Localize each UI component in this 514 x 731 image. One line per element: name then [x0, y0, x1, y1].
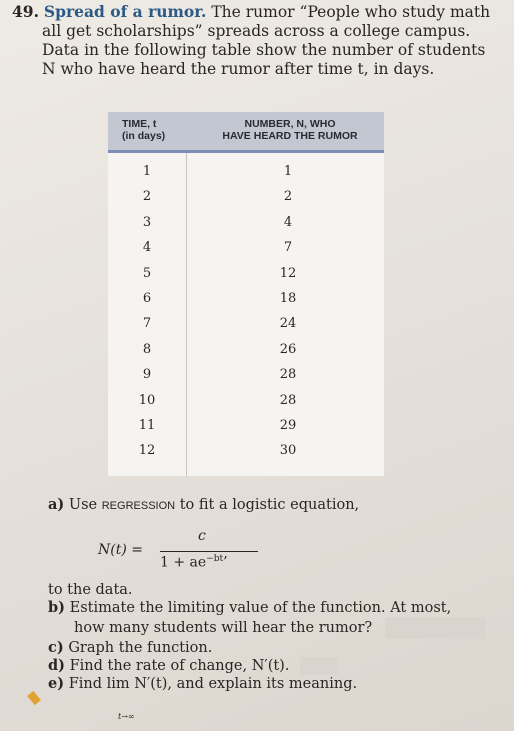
time-cell: 8	[142, 341, 152, 357]
table-row	[108, 235, 384, 260]
question-parts	[48, 582, 508, 693]
table-row	[108, 311, 384, 336]
table-row	[108, 337, 384, 362]
equation-denominator	[160, 554, 228, 571]
part-d-label: d)	[48, 657, 65, 674]
part-b-text-2: how many students will hear the rumor?	[74, 620, 373, 636]
rumor-data-table	[108, 112, 384, 476]
count-cell: 28	[279, 392, 297, 408]
redaction-box	[300, 657, 338, 675]
part-b-label: b)	[48, 599, 65, 616]
table-row	[108, 184, 384, 209]
count-cell: 1	[283, 164, 293, 179]
time-cell: 11	[138, 417, 156, 433]
time-cell: 6	[142, 290, 152, 306]
pencil-mark-icon	[27, 691, 41, 705]
time-cell: 7	[142, 316, 152, 332]
table-row	[108, 388, 384, 413]
problem-title: Spread of a rumor.	[43, 2, 207, 21]
time-column-header	[122, 118, 165, 142]
time-cell: 1	[142, 164, 152, 179]
time-header-line2: (in days)	[122, 130, 166, 142]
count-cell: 2	[283, 189, 293, 205]
part-a-text-pre: Use	[68, 497, 98, 513]
to-the-data: to the data.	[48, 582, 133, 598]
table-row	[108, 286, 384, 311]
table-header	[108, 112, 384, 153]
problem-text-line-1: The rumor “People who study math	[211, 3, 491, 21]
part-b-line-2	[48, 617, 508, 639]
equation-numerator: c	[198, 528, 206, 544]
fraction-bar	[160, 551, 258, 552]
problem-first-line	[12, 2, 502, 22]
time-cell: 2	[142, 189, 152, 205]
problem-number: 49.	[12, 2, 39, 21]
equation-lhs: N(t) =	[98, 542, 143, 558]
problem-text-line-3: Data in the following table show the number of students	[42, 41, 486, 59]
count-cell: 24	[279, 316, 297, 332]
number-column-header	[202, 118, 378, 142]
redaction-box	[385, 617, 485, 639]
table-row	[108, 261, 384, 286]
part-a-text-post: to fit a logistic equation,	[179, 497, 360, 513]
denominator-tail: ’	[223, 554, 228, 571]
regression-keyword: REGRESSION	[101, 500, 176, 512]
time-cell: 5	[142, 265, 152, 281]
part-c-text: Graph the function.	[68, 640, 213, 656]
table-row	[108, 438, 384, 463]
number-header-line2: HAVE HEARD THE RUMOR	[222, 130, 358, 142]
count-cell: 28	[279, 367, 297, 383]
time-cell: 3	[142, 214, 152, 230]
time-cell: 12	[138, 443, 156, 459]
problem-header	[12, 2, 502, 79]
count-cell: 12	[279, 265, 297, 281]
table-row	[108, 362, 384, 387]
limit-subscript: t→∞	[118, 712, 135, 721]
time-cell: 4	[142, 240, 152, 256]
table-row	[108, 413, 384, 438]
part-b-line-1	[48, 599, 508, 617]
time-header-line1: TIME, t	[122, 118, 157, 130]
table-row	[108, 210, 384, 235]
problem-text-line-2: all get scholarships” spreads across a college campus.	[42, 22, 471, 40]
part-e	[48, 675, 508, 693]
part-a-label: a)	[48, 496, 65, 513]
count-cell: 29	[279, 417, 297, 433]
time-cell: 10	[138, 392, 156, 408]
part-a	[48, 496, 359, 513]
problem-text-line-4: N who have heard the rumor after time t, in days.	[42, 60, 435, 78]
part-e-label: e)	[48, 675, 65, 692]
part-c-label: c)	[48, 639, 64, 656]
denominator-base: 1 + ae	[160, 554, 207, 571]
count-cell: 18	[279, 290, 297, 306]
table-body	[108, 153, 384, 464]
part-b-text-1: Estimate the limiting value of the function. At most,	[69, 600, 452, 616]
table-row	[108, 159, 384, 184]
count-cell: 4	[283, 214, 293, 230]
count-cell: 30	[279, 443, 297, 459]
time-cell: 9	[142, 367, 152, 383]
part-c	[48, 639, 508, 657]
count-cell: 7	[283, 240, 293, 256]
part-d-text: Find the rate of change, N′(t).	[69, 658, 290, 674]
part-d	[48, 657, 508, 675]
number-header-line1: NUMBER, N, WHO	[244, 118, 336, 130]
denominator-exponent: −bt	[206, 554, 224, 564]
part-e-text: Find lim N′(t), and explain its meaning.	[68, 676, 358, 692]
count-cell: 26	[279, 341, 297, 357]
